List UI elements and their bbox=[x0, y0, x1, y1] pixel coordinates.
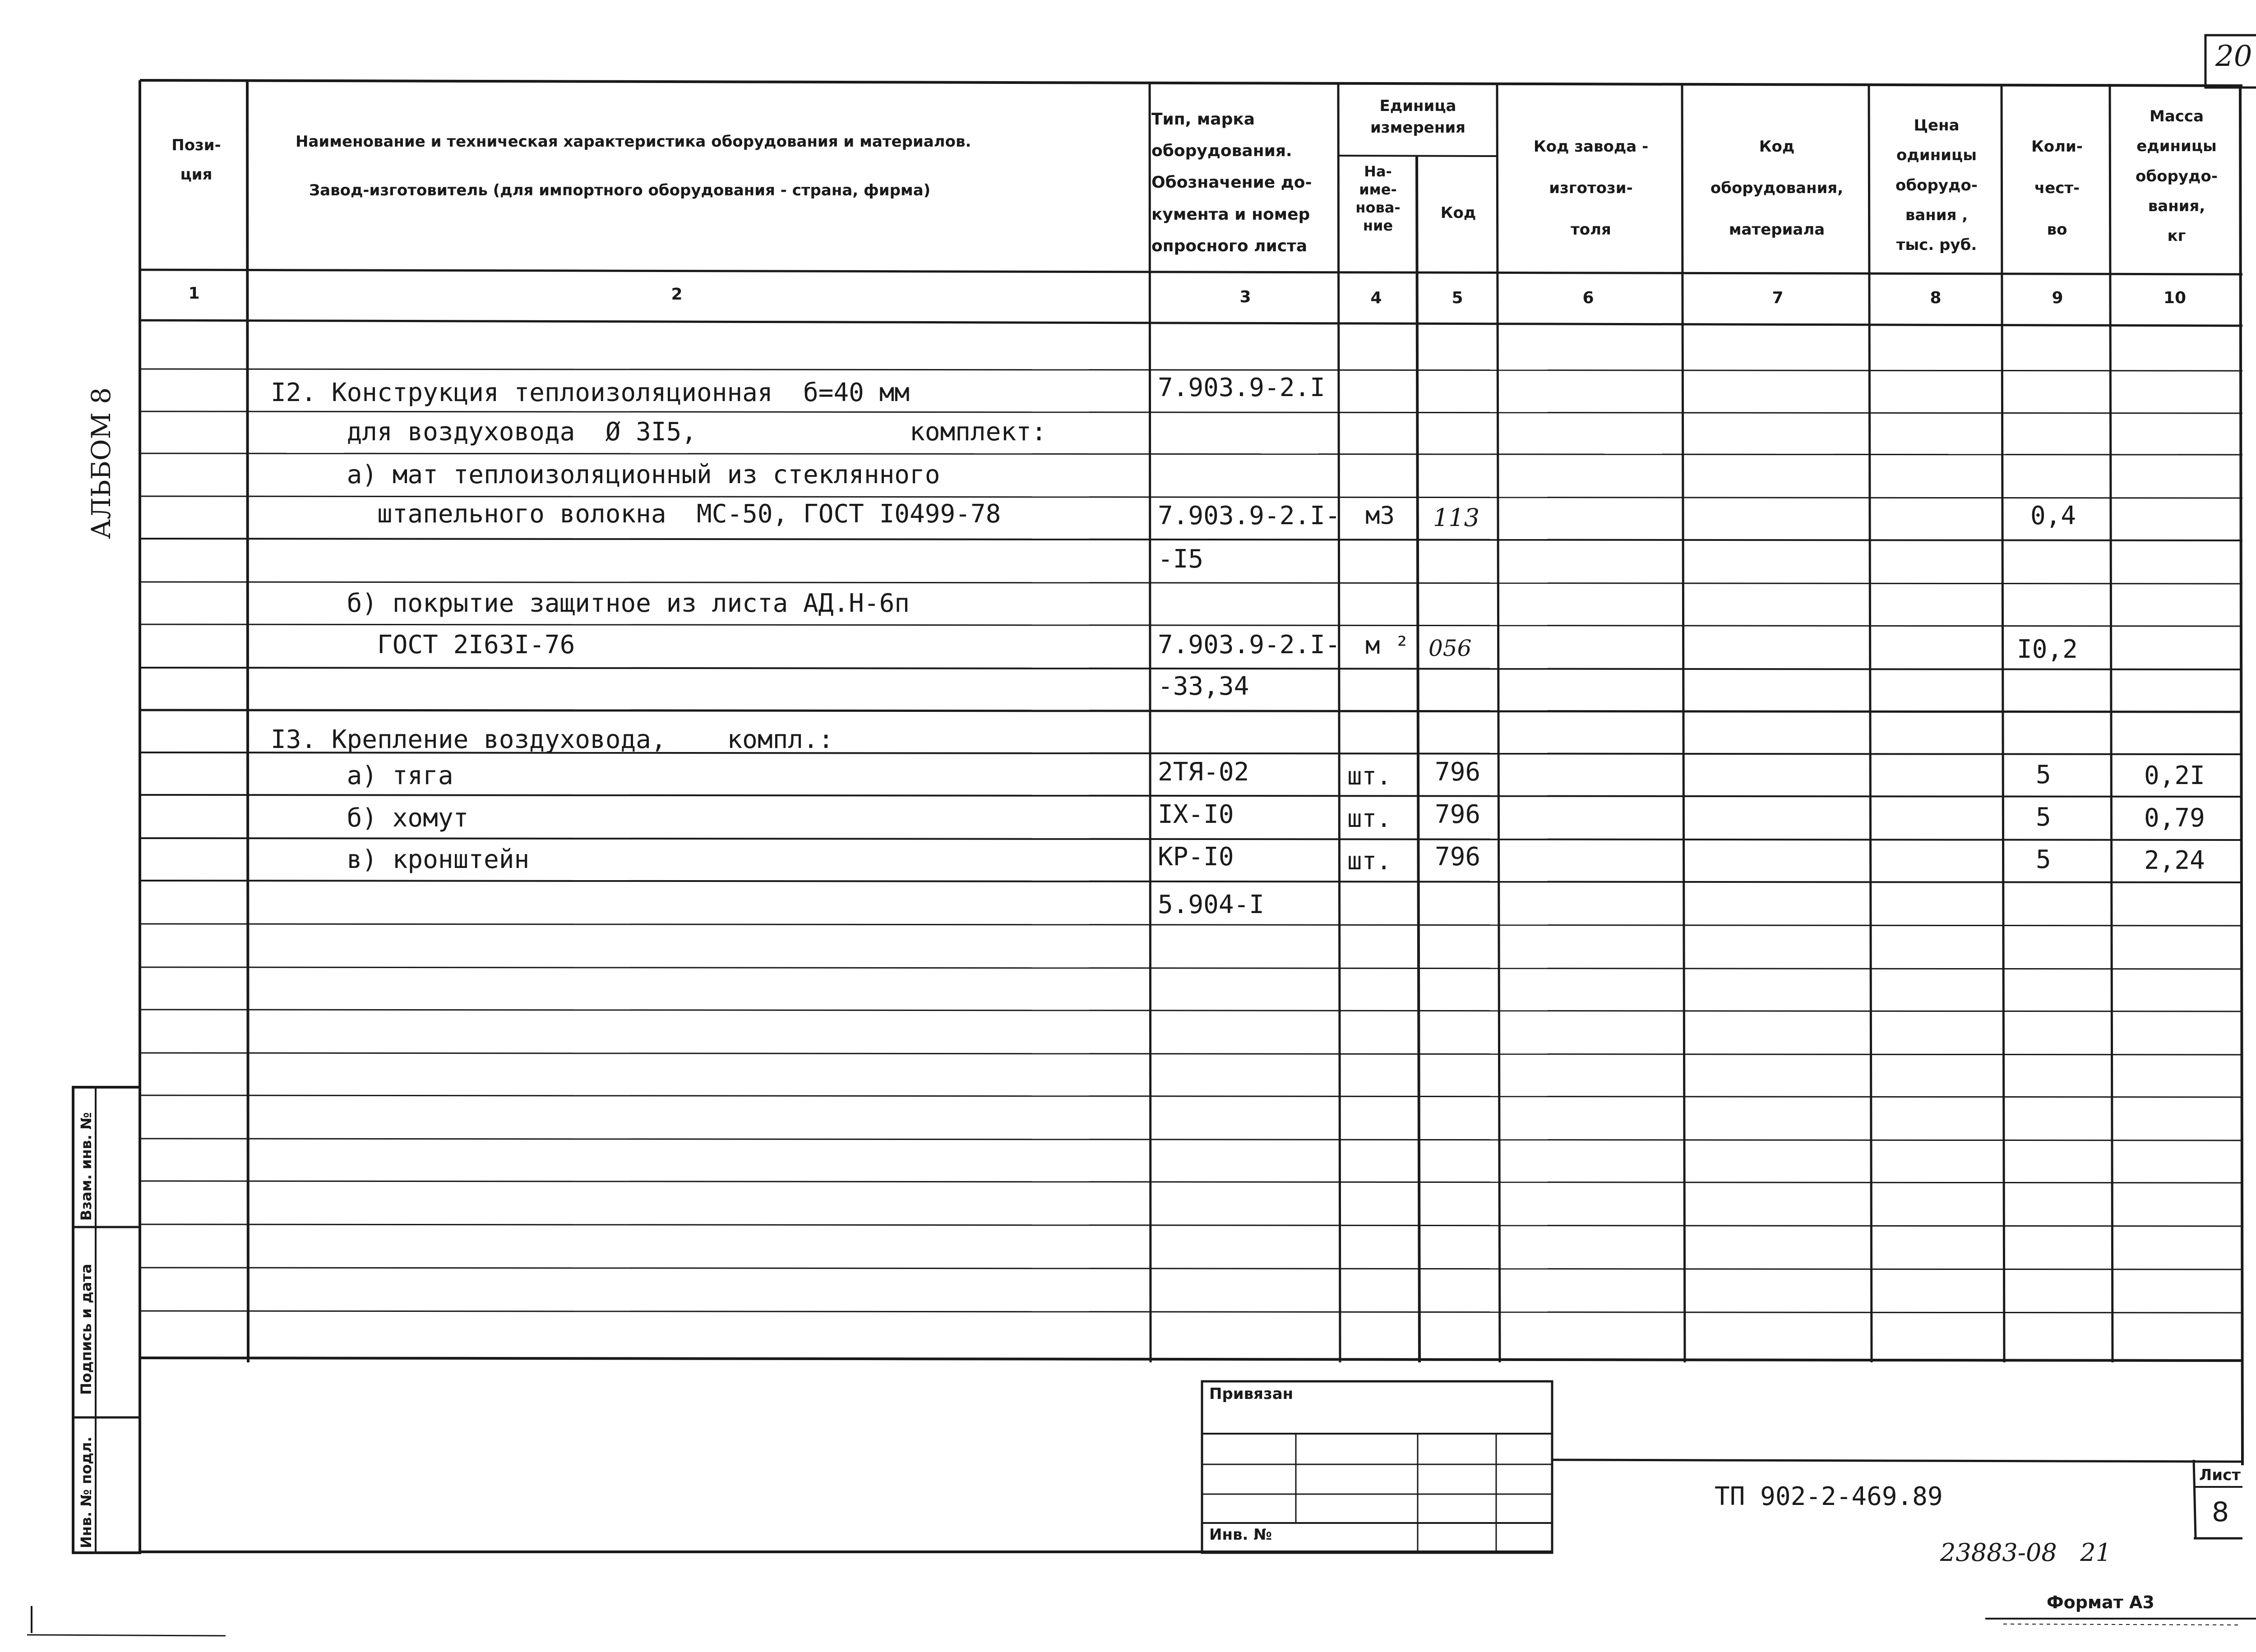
item-name: б) хомут bbox=[271, 803, 469, 833]
item-unit: шт. bbox=[1347, 762, 1392, 790]
item-type: -I5 bbox=[1158, 545, 1204, 574]
item-code: 796 bbox=[1435, 800, 1481, 829]
item-name: б) покрытие защитное из листа АД.Н-6п bbox=[271, 589, 910, 618]
header-factory-code: Код завода - изготози- толя bbox=[1533, 138, 1649, 239]
column-number: 2 bbox=[671, 285, 683, 304]
header-mass: Масса единицы оборудо- вания, кг bbox=[2136, 107, 2218, 245]
side-stamp-sign-date: Подпись и дата bbox=[78, 1264, 95, 1395]
column-number: 1 bbox=[188, 284, 200, 303]
handwritten-number: 23883-08 21 bbox=[1940, 1538, 2111, 1567]
column-number: 4 bbox=[1370, 289, 1382, 307]
column-number: 3 bbox=[1239, 288, 1251, 306]
item-mass: 0,79 bbox=[2144, 803, 2205, 833]
header-position: Пози- ция bbox=[171, 136, 221, 184]
item-type: 5.904-I bbox=[1158, 890, 1265, 919]
item-name: в) кронштейн bbox=[271, 845, 530, 874]
item-type: -33,34 bbox=[1158, 672, 1249, 701]
item-name: I3. Крепление воздуховода, компл.: bbox=[271, 725, 834, 754]
sheet-number: 8 bbox=[2212, 1496, 2229, 1528]
format-label: Формат А3 bbox=[2047, 1592, 2154, 1612]
item-name: для воздуховода Ø 3I5, комплект: bbox=[271, 417, 1047, 447]
column-number: 8 bbox=[1930, 289, 1942, 307]
header-type: Тип, марка оборудования. Обозначение до- кумента и номер опросного листа bbox=[1151, 110, 1312, 255]
doc-code: ТП 902-2-469.89 bbox=[1715, 1482, 1943, 1511]
sheet-label: Лист bbox=[2199, 1466, 2241, 1484]
column-number: 10 bbox=[2163, 289, 2187, 307]
item-code: 113 bbox=[1433, 503, 1480, 532]
page-number: 20 bbox=[2215, 40, 2252, 73]
column-number: 7 bbox=[1772, 289, 1784, 307]
item-unit: шт. bbox=[1347, 804, 1392, 833]
item-name: штапельного волокна МС-50, ГОСТ I0499-78 bbox=[271, 499, 1001, 529]
header-unit: Единица измерения bbox=[1370, 97, 1465, 137]
item-unit: м3 bbox=[1365, 501, 1395, 530]
item-qty: 5 bbox=[2036, 845, 2051, 874]
header-equipment-code: Код оборудования, материала bbox=[1710, 138, 1844, 239]
item-code: 796 bbox=[1435, 842, 1481, 872]
item-type: 7.903.9-2.I bbox=[1158, 373, 1325, 402]
side-stamp-replace-inv: Взам. инв. № bbox=[78, 1112, 95, 1221]
item-name: I2. Конструкция теплоизоляционная б=40 мм bbox=[271, 378, 910, 407]
item-name: а) мат теплоизоляционный из стеклянного bbox=[271, 460, 940, 489]
item-unit: шт. bbox=[1347, 847, 1392, 875]
item-qty: 0,4 bbox=[2030, 501, 2076, 531]
item-code: 056 bbox=[1428, 635, 1472, 661]
item-type: 7.903.9-2.I- bbox=[1158, 630, 1341, 660]
header-unit-code: Код bbox=[1440, 204, 1476, 222]
item-name: ГОСТ 2I63I-76 bbox=[271, 630, 575, 660]
item-type: 2ТЯ-02 bbox=[1158, 757, 1249, 787]
item-qty: 5 bbox=[2036, 760, 2051, 789]
header-qty: Коли- чест- во bbox=[2031, 138, 2083, 239]
header-name-line2: Завод-изготовитель (для импортного оборудования - страна, фирма) bbox=[309, 181, 931, 199]
item-type: IX-I0 bbox=[1158, 800, 1234, 829]
item-mass: 2,24 bbox=[2144, 846, 2205, 875]
item-mass: 0,2I bbox=[2144, 761, 2205, 790]
column-number: 6 bbox=[1582, 289, 1594, 307]
stamp-inv-no: Инв. № bbox=[1209, 1526, 1272, 1544]
item-type: КР-I0 bbox=[1158, 842, 1234, 872]
item-unit: м ² bbox=[1365, 631, 1410, 660]
side-stamp-inv-no: Инв. № подл. bbox=[78, 1436, 95, 1548]
album-label: АЛЬБОМ 8 bbox=[86, 387, 116, 539]
item-code: 796 bbox=[1435, 757, 1481, 787]
header-name-line1: Наименование и техническая характеристика оборудования и материалов. bbox=[296, 133, 971, 151]
stamp-attached: Привязан bbox=[1209, 1385, 1294, 1403]
item-qty: I0,2 bbox=[2017, 635, 2078, 664]
item-name: а) тяга bbox=[271, 761, 453, 790]
column-number: 9 bbox=[2052, 289, 2063, 307]
header-price: Цена одиницы оборудо- вания , тыс. руб. bbox=[1895, 116, 1978, 254]
header-unit-name: На- име- нова- ние bbox=[1355, 163, 1401, 234]
item-type: 7.903.9-2.I- bbox=[1158, 501, 1341, 531]
item-qty: 5 bbox=[2036, 803, 2051, 832]
column-number: 5 bbox=[1452, 289, 1463, 307]
